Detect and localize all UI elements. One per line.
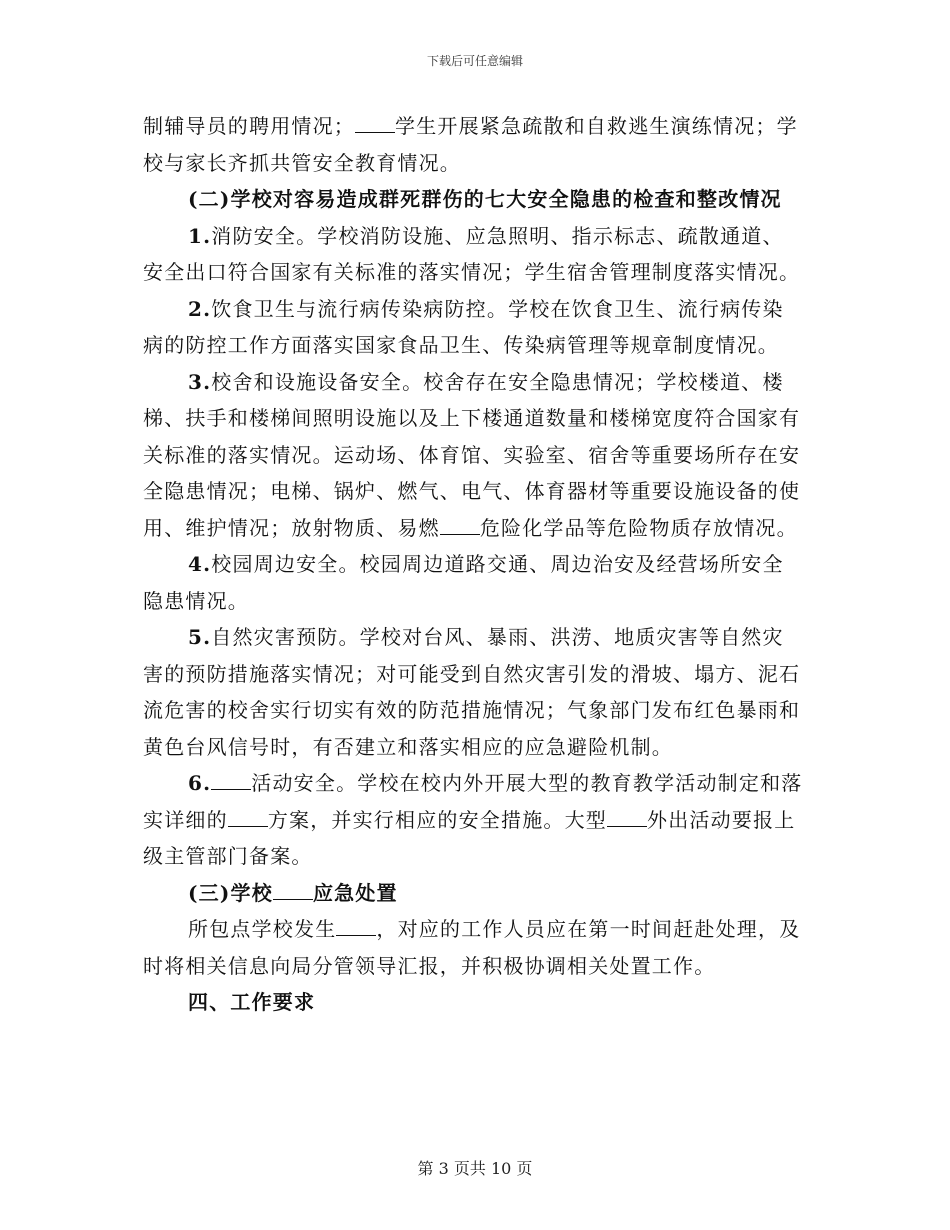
item-text: 自然灾害预防。学校对台风、暴雨、洪涝、地质灾害等自然灾害的预防措施落实情况；对可能受到自然灾害引发的滑坡、塌方、泥石流危害的校舍实行切实有效的防范措施情况；气象部门发布红色暴雨和黄色台风信号时，有否建立和落实相应的应急避险机制。	[143, 625, 801, 759]
item-text: 活动安全。学校在校内外开展大型的教育教学活动制定和落实详细的	[143, 771, 803, 832]
section-heading-3	[143, 875, 803, 912]
list-item-4	[143, 546, 803, 619]
blank-underline	[440, 516, 480, 535]
item-text: 消防安全。学校消防设施、应急照明、指示标志、疏散通道、安全出口符合国家有关标准的落实情况；学生宿舍管理制度落实情况。	[143, 223, 801, 284]
item-number: 5.	[188, 625, 212, 649]
item-number: 2.	[188, 296, 212, 321]
list-item-6	[143, 765, 803, 875]
item-text: 饮食卫生与流行病传染病防控。学校在饮食卫生、流行病传染病的防控工作方面落实国家食品卫生、传染病管理等规章制度情况。	[143, 296, 784, 357]
item-text: 外出活动要报上级主管部门备案。	[143, 807, 796, 868]
list-item-3	[143, 364, 803, 547]
item-number: 1.	[188, 223, 212, 248]
blank-underline	[228, 808, 268, 827]
text-run: ，对应的工作人员应在第一时间赶赴处理，及时将相关信息向局分管领导汇报，并积极协调相关处置工作。	[143, 917, 801, 978]
blank-underline	[211, 771, 251, 790]
heading-text: 应急处置	[312, 880, 398, 905]
section-heading-4: 四、工作要求	[188, 990, 316, 1014]
list-item-1	[143, 218, 803, 291]
section-heading-2: (二)学校对容易造成群死群伤的七大安全隐患的检查和整改情况	[188, 187, 782, 211]
item-number: 6.	[188, 771, 212, 795]
list-item-2	[143, 291, 803, 364]
item-number: 4.	[188, 552, 212, 576]
blank-underline	[355, 114, 395, 133]
list-item-5	[143, 619, 803, 765]
document-body	[143, 108, 803, 1021]
item-text: 校舍和设施设备安全。校舍存在安全隐患情况；学校楼道、楼梯、扶手和楼梯间照明设施以及上下楼通道数量和楼梯宽度符合国家有关标准的落实情况。运动场、体育馆、实验室、宿舍等重要场所存在安全隐患情况；电梯、锅炉、燃气、电气、体育器材等重要设施设备的使用、维护情况；放射物质、易燃	[143, 369, 801, 540]
item-text: 危险化学品等危险物质存放情况。	[479, 515, 798, 540]
blank-underline	[336, 917, 376, 936]
item-text: 校园周边安全。校园周边道路交通、周边治安及经营场所安全隐患情况。	[143, 552, 784, 613]
text-run: 所包点学校发生	[188, 917, 337, 941]
page-header: 下载后可任意编辑	[426, 54, 523, 68]
page-footer: 第 3 页共 10 页	[417, 1159, 533, 1178]
item-text: 方案，并实行相应的安全措施。大型	[267, 807, 608, 832]
paragraph-continuation	[143, 108, 803, 181]
blank-underline	[273, 881, 313, 900]
paragraph	[143, 911, 803, 984]
blank-underline	[607, 808, 647, 827]
item-number: 3.	[188, 369, 212, 394]
text-run: 学生开展紧急疏散和自救逃生演练情况；学校与家长齐抓共管安全教育情况。	[143, 114, 798, 175]
text-run: 制辅导员的聘用情况；	[143, 114, 355, 138]
heading-text: (三)学校	[188, 880, 273, 905]
